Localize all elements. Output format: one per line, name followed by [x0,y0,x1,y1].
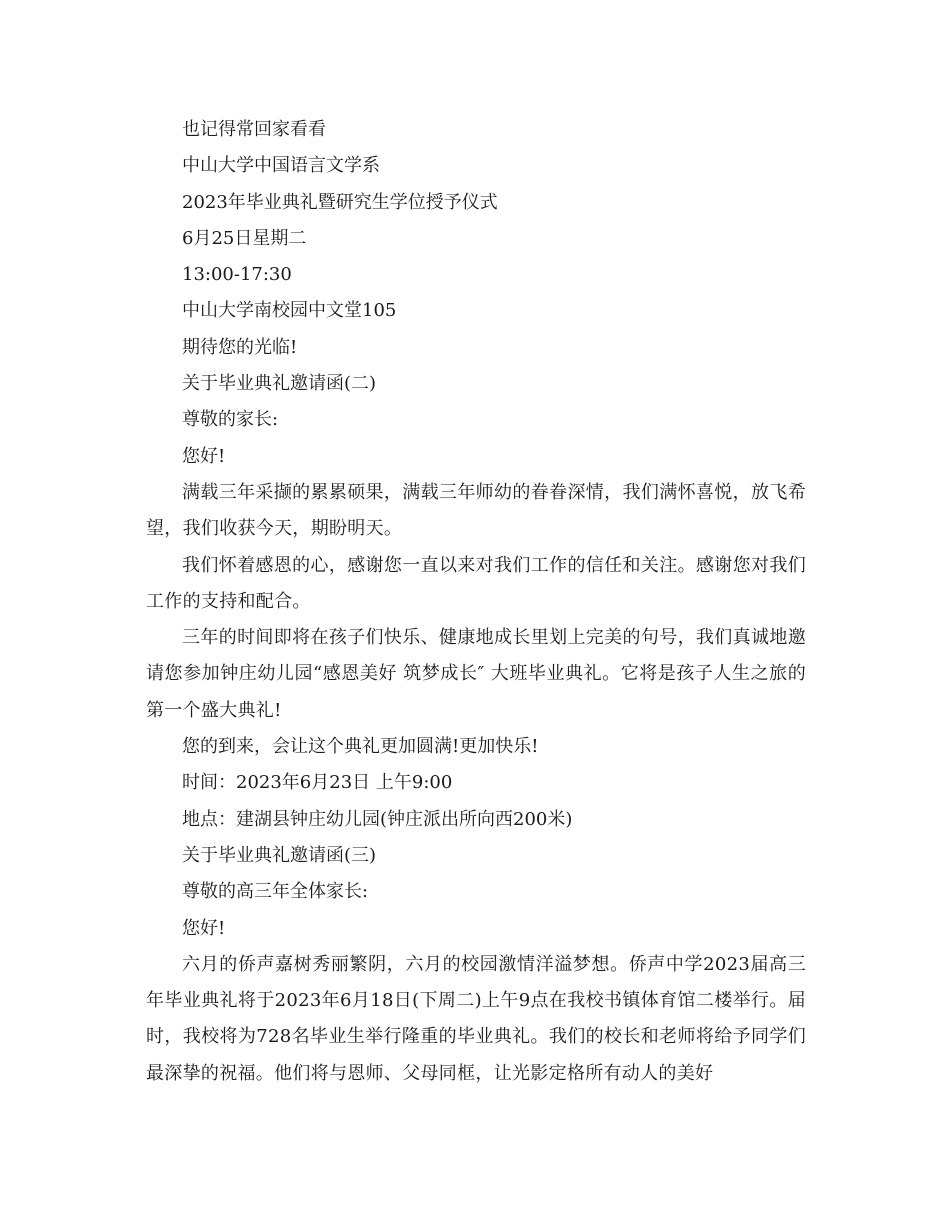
text-line: 您的到来，会让这个典礼更加圆满!更加快乐! [182,736,539,758]
section-heading-2: 关于毕业典礼邀请函(二) [182,373,377,395]
salutation: 尊敬的高三年全体家长: [182,881,369,903]
ceremony-venue: 中山大学南校园中文堂105 [182,300,397,322]
paragraph: 我们怀着感恩的心，感谢您一直以来对我们工作的信任和关注。感谢您对我们工作的支持和配合。 [146,554,806,612]
paragraph: 六月的侨声嘉树秀丽繁阴，六月的校园激情洋溢梦想。侨声中学2023届高三年毕业典礼将于2023年6月18日(下周二)上午9点在我校书镇体育馆二楼举行。届时，我校将为728名毕业生举行隆重的毕业典礼。我们的校长和老师将给予同学们最深挚的祝福。他们将与恩师、父母同框，让光影定格所有动人的美好 [146,953,806,1084]
department-name: 中山大学中国语言文学系 [182,155,380,177]
document-body [146,112,806,1092]
text-line: 也记得常回家看看 [182,119,326,140]
ceremony-time: 13:00-17:30 [182,264,292,286]
paragraph: 三年的时间即将在孩子们快乐、健康地成长里划上完美的句号，我们真诚地邀请您参加钟庄幼儿园“感恩美好 筑梦成长″ 大班毕业典礼。它将是孩子人生之旅的第一个盛大典礼! [146,627,806,721]
event-location: 地点：建湖县钟庄幼儿园(钟庄派出所向西200米) [182,808,573,830]
closing-line: 期待您的光临! [182,336,298,358]
greeting: 您好! [182,917,226,939]
ceremony-title: 2023年毕业典礼暨研究生学位授予仪式 [182,191,498,213]
salutation: 尊敬的家长: [182,409,279,431]
section-heading-3: 关于毕业典礼邀请函(三) [182,844,377,866]
ceremony-date: 6月25日星期二 [182,227,307,249]
event-time: 时间：2023年6月23日 上午9:00 [182,772,453,794]
paragraph: 满载三年采撷的累累硕果，满载三年师幼的眷眷深情，我们满怀喜悦，放飞希望，我们收获今天，期盼明天。 [146,481,806,540]
greeting: 您好! [182,445,226,467]
